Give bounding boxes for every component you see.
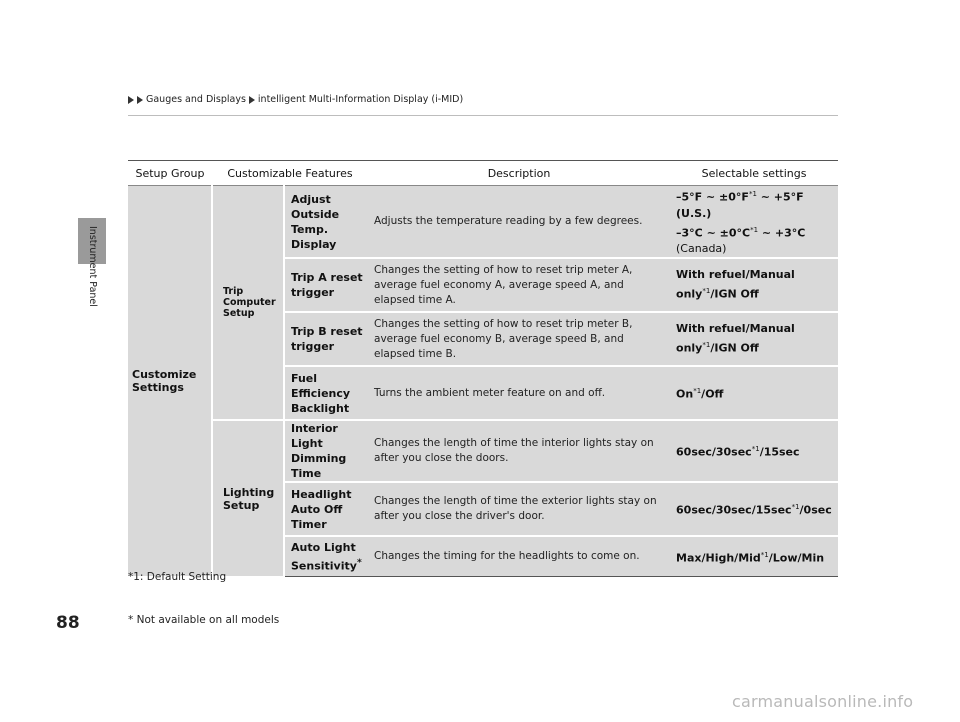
breadcrumb-arrow-icon: [128, 96, 134, 104]
breadcrumb-part-2[interactable]: intelligent Multi-Information Display (i-MID): [257, 94, 464, 105]
page-number: 88: [56, 613, 80, 633]
header-setup-group: Setup Group: [128, 161, 212, 186]
feature-settings: With refuel/Manual only$^{*1}$/IGN Off: [670, 312, 838, 366]
feature-name: Adjust Outside Temp. Display: [284, 186, 368, 259]
feature-description: Changes the length of time the exterior lights stay on after you close the driver's door.: [368, 482, 670, 536]
feature-description: Turns the ambient meter feature on and off.: [368, 366, 670, 420]
feature-description: Changes the timing for the headlights to come on.: [368, 536, 670, 576]
feature-settings: –5°F ~ $\pm 0^\circ F^{*1}$ ~ +5°F (U.S.) –3°C ~ $\pm 0^\circ C^{*1}$ ~ +3°C (Canada): [670, 186, 838, 259]
setup-group-cell: Customize Settings: [128, 186, 212, 577]
table-row: [128, 420, 838, 482]
breadcrumb-arrow-icon: [249, 96, 255, 104]
feature-settings: Max/High/Mid$^{*1}$/Low/Min: [670, 536, 838, 576]
feature-settings: $60\sec/30\sec^{*1}/15\sec$: [670, 420, 838, 482]
feature-settings: On$^{*1}$/Off: [670, 366, 838, 420]
feature-name: Trip A reset trigger: [284, 258, 368, 312]
feature-description: Changes the setting of how to reset trip meter A, average fuel economy A, average speed A, and elapsed time A.: [368, 258, 670, 312]
breadcrumb-arrow-icon: [137, 96, 143, 104]
header-description: Description: [368, 161, 670, 186]
watermark: carmanualsonline.info: [732, 692, 914, 711]
feature-description: Changes the setting of how to reset trip meter B, average fuel economy B, average speed B, and elapsed time B.: [368, 312, 670, 366]
header-divider: [128, 115, 838, 116]
settings-table: [128, 160, 838, 577]
feature-description: Changes the length of time the interior lights stay on after you close the doors.: [368, 420, 670, 482]
feature-name: Headlight Auto Off Timer: [284, 482, 368, 536]
feature-name: Interior Light Dimming Time: [284, 420, 368, 482]
default-setting-note: *1: Default Setting: [128, 571, 227, 583]
feature-name: Auto Light Sensitivity*: [284, 536, 368, 576]
breadcrumb-part-1[interactable]: Gauges and Displays: [146, 94, 246, 105]
header-selectable-settings: Selectable settings: [670, 161, 838, 186]
feature-settings: $60\sec/30\sec/15\sec^{*1}/0\sec$: [670, 482, 838, 536]
table-header-row: [128, 161, 838, 186]
breadcrumb: [128, 94, 463, 105]
header-customizable-features: Customizable Features: [212, 161, 368, 186]
table-row: [128, 186, 838, 259]
side-label: Instrument Panel: [87, 226, 98, 307]
footer-note: * Not available on all models: [128, 614, 280, 626]
subgroup-lighting: Lighting Setup: [212, 420, 284, 576]
feature-settings: With refuel/Manual only$^{*1}$/IGN Off: [670, 258, 838, 312]
feature-name: Trip B reset trigger: [284, 312, 368, 366]
feature-description: Adjusts the temperature reading by a few degrees.: [368, 186, 670, 259]
subgroup-trip-computer: Trip Computer Setup: [212, 186, 284, 421]
feature-name: Fuel Efficiency Backlight: [284, 366, 368, 420]
